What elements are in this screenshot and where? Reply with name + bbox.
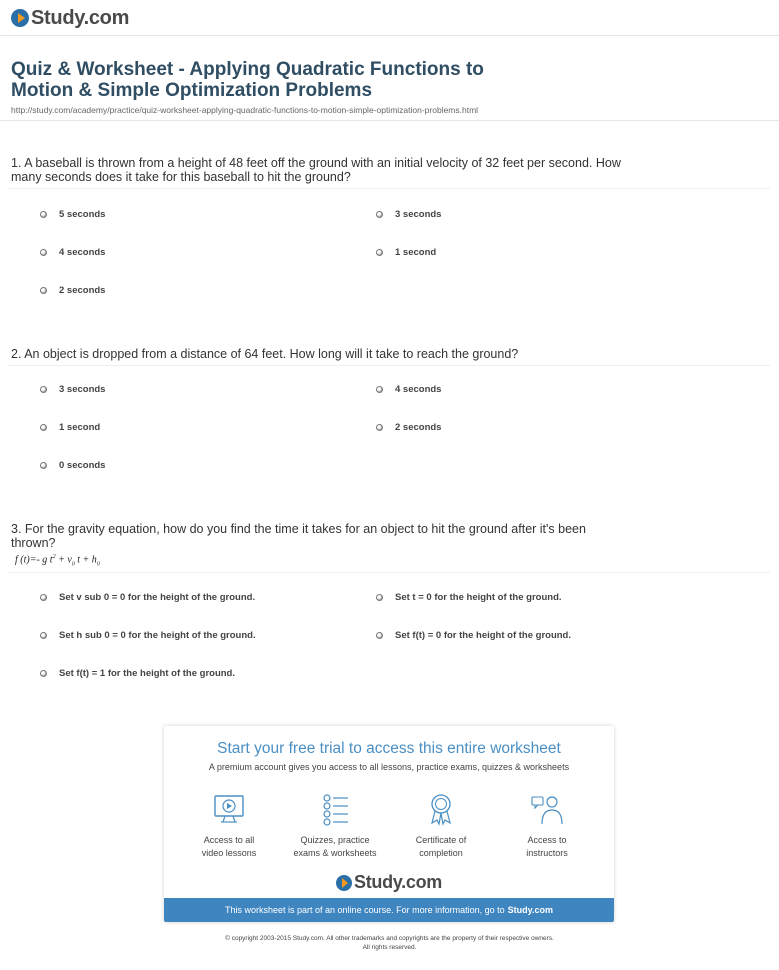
option-label: 2 seconds (59, 285, 106, 296)
page-title (11, 59, 651, 101)
instructor-icon (530, 792, 564, 826)
formula-exponent: 2 (52, 554, 56, 560)
question-1-option-c[interactable] (40, 247, 105, 258)
question-3-text: 3. For the gravity equation, how do you find the time it takes for an object to hit the ground after it's been thrown? (11, 522, 586, 550)
quiz-list-icon (318, 792, 352, 826)
question-2-text: 2. An object is dropped from a distance of 64 feet. How long will it take to reach the ground? (11, 347, 519, 361)
radio-icon[interactable] (40, 249, 47, 256)
question-1-option-d[interactable] (376, 247, 436, 258)
copyright-line1: © copyright 2003-2015 Study.com. All other trademarks and copyrights are the property of their respective owners. (225, 935, 554, 942)
feature-label-line1: Quizzes, practice (300, 835, 370, 845)
formula-gt: g t (42, 554, 53, 566)
option-label: 3 seconds (395, 209, 442, 220)
question-2-option-e[interactable] (40, 460, 105, 471)
promo-info-bar (164, 898, 614, 922)
radio-icon[interactable] (40, 670, 47, 677)
formula-h: t + h (77, 554, 97, 566)
feature-label-line2: video lessons (201, 848, 257, 858)
radio-icon[interactable] (376, 594, 383, 601)
page-title-line2: Motion & Simple Optimization Problems (11, 80, 373, 101)
option-label: 3 seconds (59, 384, 106, 395)
study-logo[interactable] (11, 7, 129, 29)
question-2-option-d[interactable] (376, 422, 441, 433)
radio-icon[interactable] (40, 594, 47, 601)
option-label: 0 seconds (59, 460, 106, 471)
promo-bar-text: This worksheet is part of an online course. For more information, go to (225, 905, 505, 915)
option-label: 5 seconds (59, 209, 106, 220)
formula-h-sub: 0 (96, 561, 100, 568)
question-2-option-b[interactable] (376, 384, 441, 395)
option-label: 2 seconds (395, 422, 442, 433)
header-divider (0, 35, 779, 36)
radio-icon[interactable] (376, 249, 383, 256)
copyright-footer (0, 934, 779, 952)
radio-icon[interactable] (376, 386, 383, 393)
feature-label-line2: instructors (526, 848, 568, 858)
question-3-option-a[interactable] (40, 592, 255, 603)
question-1-option-b[interactable] (376, 209, 441, 220)
feature-quizzes (285, 792, 385, 860)
question-3-option-c[interactable] (40, 630, 256, 641)
radio-icon[interactable] (40, 462, 47, 469)
question-3-option-e[interactable] (40, 668, 235, 679)
feature-label-line2: completion (419, 848, 463, 858)
certificate-icon (424, 792, 458, 826)
option-label: Set f(t) = 0 for the height of the ground. (395, 630, 572, 641)
question-2-divider (8, 365, 770, 366)
radio-icon[interactable] (40, 211, 47, 218)
feature-label (391, 834, 491, 860)
feature-label (179, 834, 279, 860)
study-logo-text: Study.com (31, 6, 130, 29)
option-label: 1 second (59, 422, 101, 433)
radio-icon[interactable] (40, 632, 47, 639)
option-label: Set h sub 0 = 0 for the height of the ground. (59, 630, 256, 641)
question-2-option-c[interactable] (40, 422, 100, 433)
radio-icon[interactable] (40, 424, 47, 431)
radio-icon[interactable] (376, 632, 383, 639)
promo-bar-link[interactable]: Study.com (507, 905, 553, 915)
study-logo-icon (11, 9, 29, 27)
feature-label-line1: Access to all (203, 835, 255, 845)
copyright-line2: All rights reserved. (362, 944, 417, 951)
option-label: 4 seconds (395, 384, 442, 395)
option-label: Set f(t) = 1 for the height of the ground. (59, 668, 236, 679)
option-label: Set v sub 0 = 0 for the height of the ground. (59, 592, 256, 603)
question-2-option-a[interactable] (40, 384, 105, 395)
question-3-option-d[interactable] (376, 630, 571, 641)
video-lesson-icon (212, 792, 246, 826)
feature-video-lessons (179, 792, 279, 860)
question-3-option-b[interactable] (376, 592, 562, 603)
promo-headline[interactable]: Start your free trial to access this entire worksheet (217, 740, 561, 757)
question-1-option-a[interactable] (40, 209, 105, 220)
page-url[interactable]: http://study.com/academy/practice/quiz-worksheet-applying-quadratic-functions-to-motion-simple-optimization-problems.html (11, 105, 479, 115)
promo-subline: A premium account gives you access to all lessons, practice exams, quizzes & worksheets (208, 762, 570, 772)
title-divider (0, 120, 779, 121)
promo-study-logo[interactable] (164, 872, 614, 893)
radio-icon[interactable] (40, 287, 47, 294)
option-label: 4 seconds (59, 247, 106, 258)
formula-v-sub: 0 (71, 561, 75, 568)
feature-label-line1: Access to (527, 835, 567, 845)
radio-icon[interactable] (376, 424, 383, 431)
feature-label-line1: Certificate of (415, 835, 467, 845)
formula-v: + v (58, 554, 72, 566)
question-1-option-e[interactable] (40, 285, 105, 296)
option-label: 1 second (395, 247, 437, 258)
free-trial-promo (164, 726, 614, 922)
page-title-line1: Quiz & Worksheet - Applying Quadratic Functions to (11, 59, 484, 80)
radio-icon[interactable] (40, 386, 47, 393)
feature-label (285, 834, 385, 860)
gravity-equation (15, 554, 100, 567)
question-3-divider (8, 572, 770, 573)
radio-icon[interactable] (376, 211, 383, 218)
option-label: Set t = 0 for the height of the ground. (395, 592, 562, 603)
feature-instructors (497, 792, 597, 860)
feature-label-line2: exams & worksheets (293, 848, 377, 858)
study-logo-icon (336, 875, 352, 891)
question-1-divider (8, 188, 770, 189)
formula-lhs: f (t)=- (15, 554, 40, 566)
question-1-text: 1. A baseball is thrown from a height of 48 feet off the ground with an initial velocity of 32 feet per second. How many seconds does it take for this baseball to hit the ground? (11, 156, 621, 184)
feature-label (497, 834, 597, 860)
feature-certificate (391, 792, 491, 860)
study-logo-text: Study.com (354, 872, 442, 892)
